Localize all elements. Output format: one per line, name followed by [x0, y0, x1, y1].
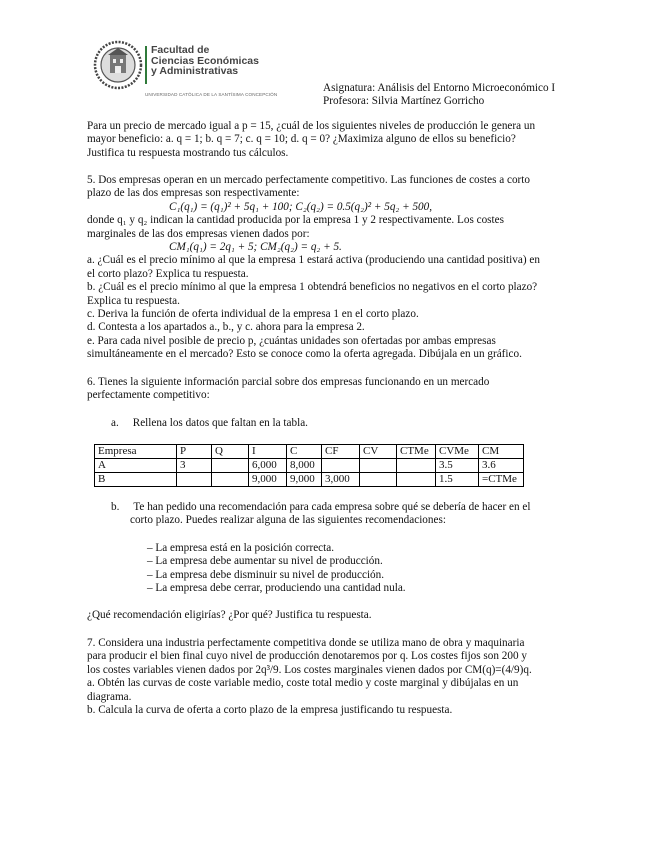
q7-line: a. Obtén las curvas de coste variable medio, coste total medio y coste marginal y dibújalas en un	[87, 677, 519, 690]
question-intro	[87, 120, 574, 160]
q5-item-line: Explica tu respuesta.	[87, 294, 180, 307]
question-6	[87, 376, 574, 403]
q7-line: diagrama.	[87, 690, 132, 703]
table-cell	[397, 459, 436, 473]
university-name: UNIVERSIDAD CATÓLICA DE LA SANTÍSIMA CONCEPCIÓN	[145, 92, 278, 97]
data-table	[94, 444, 524, 487]
header-cell: CTMe	[397, 445, 436, 459]
q5-item-line: a. ¿Cuál es el precio mínimo al que la empresa 1 estará activa (produciendo una cantidad positiva) en	[87, 254, 540, 267]
q5-marginal-equation: CM₁(q₁) = 2q₁ + 5; CM₂(q₂) = q₂ + 5.	[169, 241, 342, 254]
faculty-line-2: Ciencias Económicas	[151, 54, 259, 67]
header-cell: C	[287, 445, 322, 459]
q6-b-line: corto plazo. Puedes realizar alguna de las siguientes recomendaciones:	[130, 514, 446, 527]
q5-item-line: el corto plazo? Explica tu respuesta.	[87, 267, 249, 280]
table-cell: A	[95, 459, 177, 473]
q6-intro-line: 6. Tienes la siguiente información parcial sobre dos empresas funcionando en un mercado	[87, 376, 490, 388]
list-item: – La empresa debe cerrar, produciendo una cantidad nula.	[147, 582, 406, 595]
faculty-line-3: y Administrativas	[151, 65, 239, 77]
table-cell	[177, 473, 212, 487]
table-cell: B	[95, 473, 177, 487]
q5-intro-line: plazo de las dos empresas son respectivamente:	[87, 187, 300, 200]
university-seal-icon	[93, 40, 143, 90]
table-cell: 3.6	[479, 459, 524, 473]
subject-line: Asignatura: Análisis del Entorno Microeconómico I	[323, 82, 556, 94]
list-item: – La empresa debe aumentar su nivel de producción.	[147, 555, 383, 568]
question-7	[87, 637, 574, 717]
table-cell: =CTMe	[479, 473, 524, 487]
q5-where-line: donde q₁ y q₂ indican la cantidad producida por la empresa 1 y 2 respectivamente. Los costes	[87, 214, 504, 227]
q-intro-line: Para un precio de mercado igual a p = 15, ¿cuál de los siguientes niveles de producción le genera un	[87, 120, 536, 132]
table-cell	[212, 473, 249, 487]
professor-line: Profesora: Silvia Martínez Gorricho	[323, 95, 485, 108]
table-cell	[212, 459, 249, 473]
header-cell: CM	[479, 445, 524, 459]
table-row	[95, 473, 524, 487]
table-cell	[360, 473, 397, 487]
table-cell: 9,000	[287, 473, 322, 487]
table-cell	[360, 459, 397, 473]
table-cell: 6,000	[249, 459, 287, 473]
faculty-logo	[93, 40, 323, 96]
q-intro-line: mayor beneficio: a. q = 1; b. q = 7; c. q = 10; d. q = 0? ¿Maximiza alguno de ellos su beneficio?	[87, 133, 516, 146]
q-intro-line: Justifica tu respuesta mostrando tus cálculos.	[87, 146, 289, 159]
recommendation-list	[147, 542, 406, 596]
list-item: – La empresa debe disminuir su nivel de producción.	[147, 568, 385, 581]
q7-line: los costes variables vienen dados por 2q³/9. Los costes marginales vienen dados por CM(q)=(4/9)q.	[87, 663, 532, 676]
list-item: – La empresa está en la posición correcta.	[147, 542, 334, 554]
q7-line: b. Calcula la curva de oferta a corto plazo de la empresa justificando tu respuesta.	[87, 704, 453, 717]
header-cell: I	[249, 445, 287, 459]
faculty-name	[151, 45, 259, 77]
table-cell	[397, 473, 436, 487]
table-cell: 8,000	[287, 459, 322, 473]
q5-cost-equation: C₁(q₁) = (q₁)² + 5q₁ + 100; C₂(q₂) = 0.5(q₂)² + 5q₂ + 500,	[169, 200, 433, 213]
logo-divider	[145, 46, 147, 84]
course-header	[323, 82, 593, 109]
table-header-row	[95, 445, 524, 459]
q5-item-line: e. Para cada nivel posible de precio p, ¿cuántas unidades son ofertadas por ambas empresas	[87, 334, 496, 347]
q5-intro-line: 5. Dos empresas operan en un mercado perfectamente competitivo. Las funciones de costes a corto	[87, 174, 530, 186]
header-cell: Empresa	[95, 445, 177, 459]
table-cell	[322, 459, 360, 473]
q5-item-line: b. ¿Cuál es el precio mínimo al que la empresa 1 obtendrá beneficios no negativos en el corto plazo?	[87, 281, 538, 294]
q5-item-line: d. Contesta a los apartados a., b., y c. ahora para la empresa 2.	[87, 321, 365, 334]
table-row	[95, 459, 524, 473]
q5-item-line: simultáneamente en el mercado? Esto se conoce como la oferta agregada. Dibújala en un gráfico.	[87, 348, 522, 361]
table-cell: 3.5	[436, 459, 479, 473]
q7-line: 7. Considera una industria perfectamente competitiva donde se utiliza mano de obra y maquinaria	[87, 637, 525, 649]
q6-part-a: a. Rellena los datos que faltan en la tabla.	[111, 417, 308, 429]
faculty-line-1: Facultad de	[151, 44, 210, 56]
header-cell: CV	[360, 445, 397, 459]
q6-question: ¿Qué recomendación eligirías? ¿Por qué? Justifica tu respuesta.	[87, 609, 372, 621]
header-cell: P	[177, 445, 212, 459]
header-cell: CVMe	[436, 445, 479, 459]
table-cell: 9,000	[249, 473, 287, 487]
header-cell: CF	[322, 445, 360, 459]
q6-part-b	[111, 501, 530, 528]
question-5	[87, 174, 574, 362]
table-cell: 3,000	[322, 473, 360, 487]
q6-b-line: b. Te han pedido una recomendación para cada empresa sobre qué se debería de hacer en el	[111, 501, 531, 513]
table-cell: 3	[177, 459, 212, 473]
table-cell: 1.5	[436, 473, 479, 487]
q5-marginal-line: marginales de las dos empresas vienen dados por:	[87, 227, 310, 240]
q7-line: para producir el bien final cuyo nivel de producción denotaremos por q. Los costes fijos son 200 y	[87, 650, 527, 663]
q6-intro-line: perfectamente competitivo:	[87, 389, 210, 402]
header-cell: Q	[212, 445, 249, 459]
q5-item-line: c. Deriva la función de oferta individual de la empresa 1 en el corto plazo.	[87, 308, 419, 321]
